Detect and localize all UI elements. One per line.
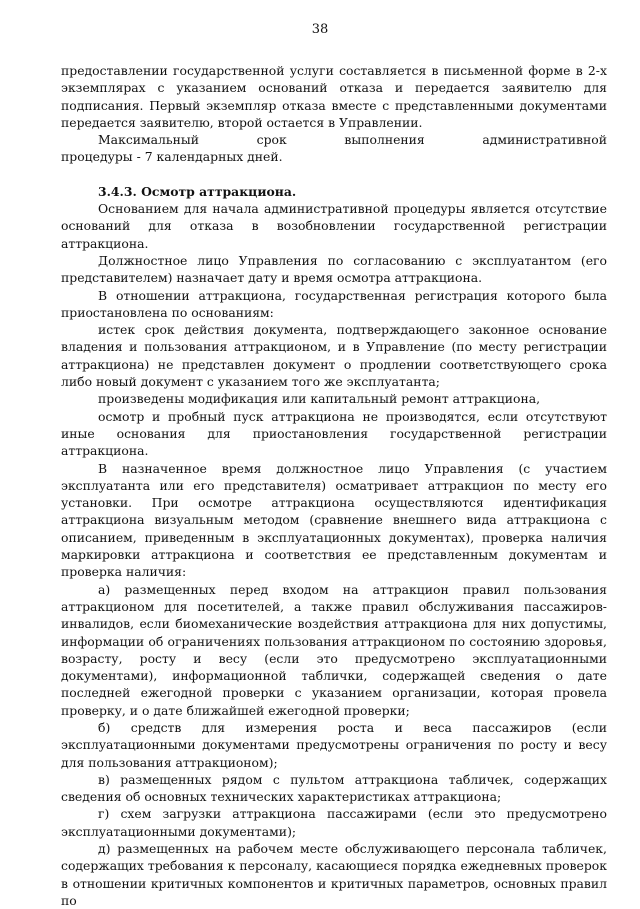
paragraph-date-assignment: Должностное лицо Управления по согласованию с эксплуатантом (его представителем) назначает дату и время осмотра аттракциона.	[61, 252, 607, 286]
section-heading: 3.4.3. Осмотр аттракциона.	[98, 183, 297, 199]
paragraph-continuation: предоставлении государственной услуги составляется в письменной форме в 2-х экземплярах с указанием оснований отказа и передается заявителю для подписания. Первый экземпляр отказа вместе с представленными документами передается заявителю, второй остается в Управлении.	[61, 63, 607, 130]
list-item-v: в) размещенных рядом с пультом аттракциона табличек, содержащих сведения об основных технических характеристиках аттракциона;	[61, 771, 607, 805]
list-item-g: г) схем загрузки аттракциона пассажирами (если это предусмотрено эксплуатационными документами);	[61, 806, 607, 839]
paragraph-suspension-intro: В отношении аттракциона, государственная регистрация которого была приостановлена по основаниям:	[61, 287, 607, 320]
paragraph-max-term: Максимальный срок выполнения административной	[98, 132, 607, 148]
list-item-a: а) размещенных перед входом на аттракцион правил пользования аттракционом для посетителей, а также правил обслуживания пассажиров-инвалидов, если биомеханические воздействия аттракциона для них допустимы, информации об ограничениях пользования аттракционом по состоянию здоровья, возрасту, росту и весу (если это предусмотрено эксплуатационными документами), информационной таблички, содержащей сведения о дате последней ежегодной проверки с указанием организации, которая провела проверку, и о дате ближайшей ежегодной проверки;	[61, 581, 607, 718]
paragraph-suspension-ground-2: произведены модификация или капитальный ремонт аттракциона,	[98, 391, 541, 407]
page-number: 38	[311, 22, 329, 37]
list-item-d: д) размещенных на рабочем месте обслуживающего персонала табличек, содержащих требования к персоналу, касающиеся порядка ежедневных проверок в отношении критичных компонентов и критичных параметров, основных правил по	[61, 841, 607, 908]
paragraph-max-term-end: процедуры - 7 календарных дней.	[61, 149, 283, 165]
paragraph-inspection-procedure: В назначенное время должностное лицо Управления (с участием эксплуатанта или его представителя) осматривает аттракцион по месту его установки. При осмотре аттракциона осуществляются идентификация аттракциона визуальным методом (сравнение внешнего вида аттракциона с описанием, приведенным в эксплуатационных документах), проверка наличия маркировки аттракциона и соответствия ее представленным документам и проверка наличия:	[61, 460, 607, 580]
paragraph-no-inspection: осмотр и пробный пуск аттракциона не производятся, если отсутствуют иные основания для приостановления государственной регистрации аттракциона.	[61, 408, 607, 459]
paragraph-basis: Основанием для начала административной процедуры является отсутствие оснований для отказа в возобновлении государственной регистрации аттракциона.	[61, 201, 607, 251]
list-item-b: б) средств для измерения роста и веса пассажиров (если эксплуатационными документами предусмотрены ограничения по росту и весу для пользования аттракционом);	[61, 719, 607, 770]
document-body	[61, 62, 607, 909]
paragraph-suspension-ground-1: истек срок действия документа, подтверждающего законное основание владения и пользования аттракционом, и в Управление (по месту регистрации аттракциона) не представлен документ о продлении соответствующего срока либо новый документ с указанием того же эксплуатанта;	[61, 322, 607, 390]
